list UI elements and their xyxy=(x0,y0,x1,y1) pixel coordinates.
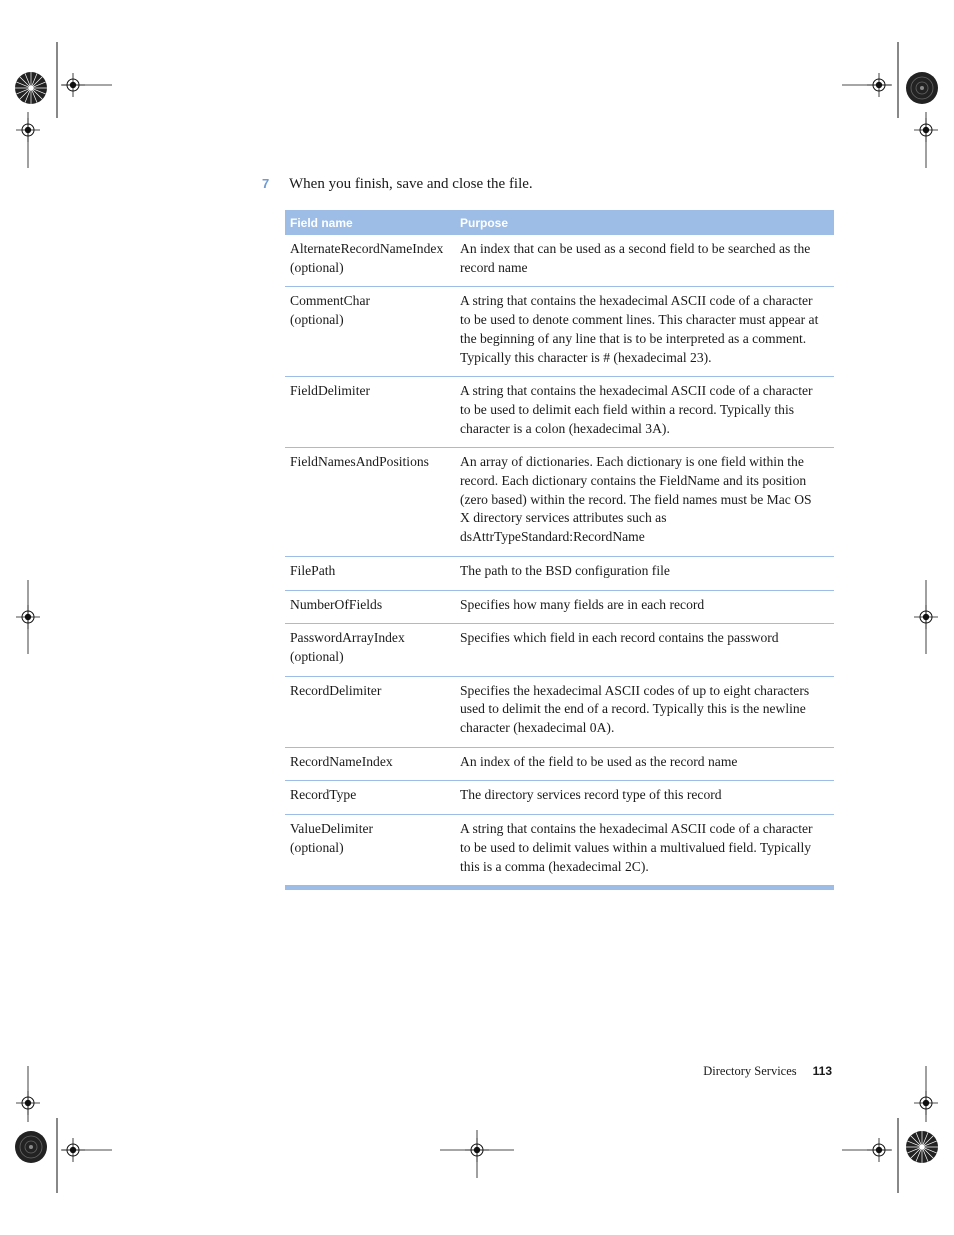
purpose-cell: An index that can be used as a second field to be searched as the record name xyxy=(460,241,811,275)
config-fields-table xyxy=(285,210,834,890)
purpose-cell: A string that contains the hexadecimal ASCII code of a character to be used to delimit each field within a record. Typically this character is a colon (hexadecimal 3A). xyxy=(460,383,813,436)
field-qualifier: (optional) xyxy=(290,648,344,664)
table-row xyxy=(285,781,834,815)
field-qualifier: (optional) xyxy=(290,839,344,855)
table-row xyxy=(285,624,834,676)
field-name-cell xyxy=(285,292,455,367)
step-text: When you finish, save and close the file. xyxy=(289,176,533,192)
header-purpose: Purpose xyxy=(460,215,509,230)
table-row xyxy=(285,677,834,748)
table-bottom-rule xyxy=(285,885,834,890)
table-row xyxy=(285,591,834,625)
table-row xyxy=(285,557,834,591)
field-qualifier: (optional) xyxy=(290,259,344,275)
field-name-cell xyxy=(285,382,455,438)
table-body xyxy=(285,235,834,885)
table-row xyxy=(285,287,834,377)
footer-section-title: Directory Services xyxy=(703,1064,797,1078)
table-row xyxy=(285,235,834,287)
field-name: FieldNamesAndPositions xyxy=(290,454,429,470)
purpose-cell: An index of the field to be used as the record name xyxy=(460,753,738,769)
purpose-cell: The path to the BSD configuration file xyxy=(460,562,670,578)
step-7 xyxy=(262,174,832,194)
page-number: 113 xyxy=(812,1064,832,1078)
field-name-cell xyxy=(285,682,455,738)
field-name: PasswordArrayIndex xyxy=(290,630,405,646)
table-row xyxy=(285,448,834,557)
field-name: FieldDelimiter xyxy=(290,383,371,399)
field-name: RecordType xyxy=(290,787,357,803)
field-name-cell xyxy=(285,596,455,615)
field-name: AlternateRecordNameIndex xyxy=(290,241,444,256)
field-name-cell xyxy=(285,240,455,277)
field-name: ValueDelimiter xyxy=(290,821,374,837)
field-name-cell xyxy=(285,786,455,805)
field-name: FilePath xyxy=(290,562,336,578)
field-name-cell xyxy=(285,820,455,876)
purpose-cell: Specifies how many fields are in each record xyxy=(460,596,705,612)
purpose-cell: An array of dictionaries. Each dictionary is one field within the record. Each dictionary contains the FieldName and its position (zero based) within the record. The field names must be Mac OS X directory services attributes such as dsAttrTypeStandard:RecordName xyxy=(460,454,812,545)
purpose-cell: A string that contains the hexadecimal ASCII code of a character to be used to denote comment lines. This character must appear at the beginning of any line that is to be interpreted as a comment. Typically this character is # (hexadecimal 23). xyxy=(460,293,819,365)
page-footer xyxy=(600,1063,832,1079)
field-qualifier: (optional) xyxy=(290,312,344,328)
field-name: NumberOfFields xyxy=(290,596,383,612)
table-row xyxy=(285,377,834,448)
field-name: CommentChar xyxy=(290,293,371,309)
purpose-cell: Specifies the hexadecimal ASCII codes of up to eight characters used to delimit the end of a record. Typically this is the newline character (hexadecimal 0A). xyxy=(460,682,810,736)
step-number: 7 xyxy=(262,176,270,191)
table-row xyxy=(285,748,834,782)
field-name-cell xyxy=(285,453,455,547)
purpose-cell: Specifies which field in each record contains the password xyxy=(460,630,779,646)
field-name-cell xyxy=(285,562,455,581)
table-header xyxy=(285,210,834,235)
purpose-cell: The directory services record type of this record xyxy=(460,787,722,803)
purpose-cell: A string that contains the hexadecimal ASCII code of a character to be used to delimit values within a multivalued field. Typically this is a comma (hexadecimal 2C). xyxy=(460,821,813,874)
table-row xyxy=(285,815,834,885)
field-name: RecordDelimiter xyxy=(290,682,382,698)
field-name-cell xyxy=(285,629,455,666)
field-name: RecordNameIndex xyxy=(290,753,393,769)
field-name-cell xyxy=(285,753,455,772)
header-field-name: Field name xyxy=(290,215,353,230)
